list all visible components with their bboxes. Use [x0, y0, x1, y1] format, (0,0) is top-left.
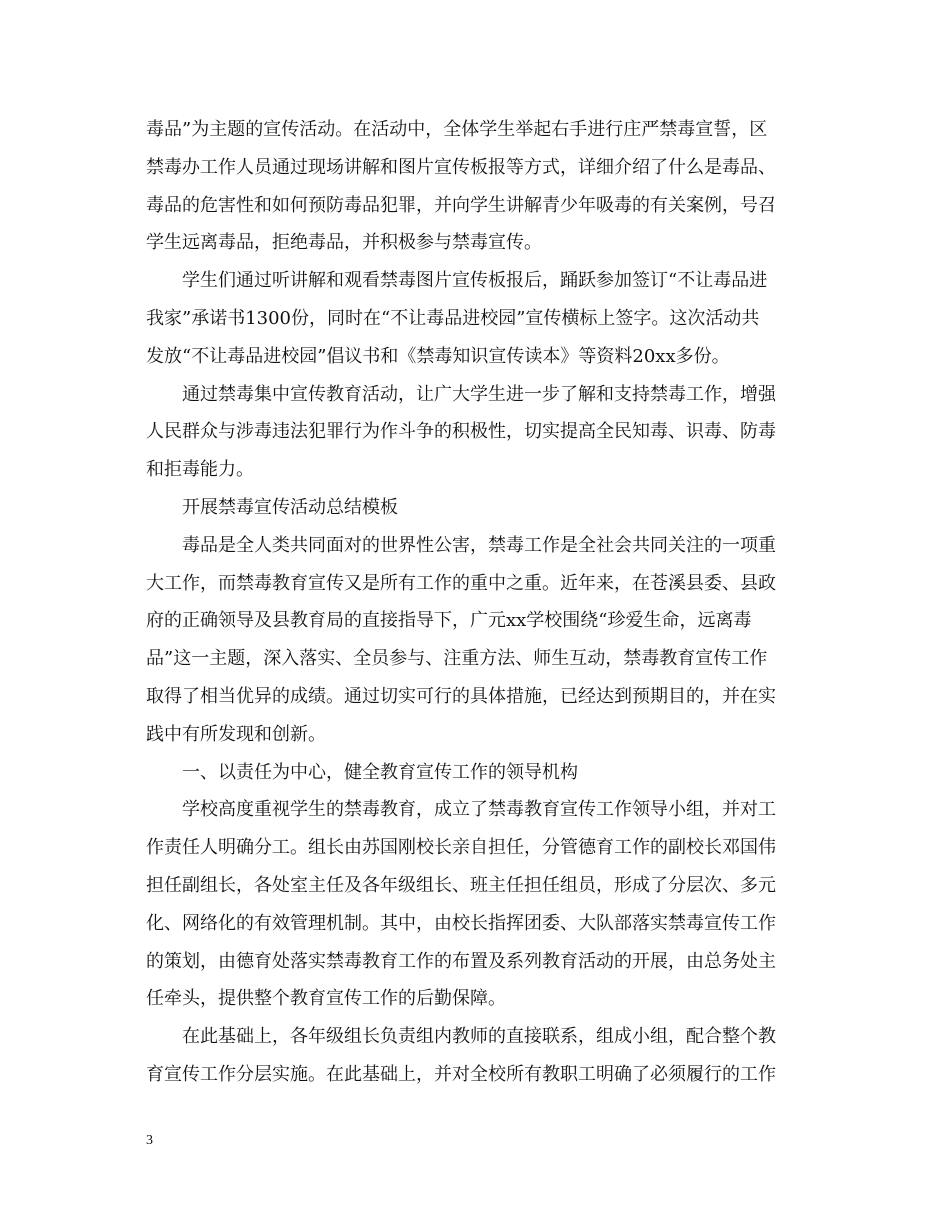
text-line: 和拒毒能力。 — [146, 459, 254, 481]
document-body — [146, 114, 806, 1097]
text-line: 发放“不让毒品进校园”倡议书和《禁毒知识宣传读本》等资料20xx多份。 — [146, 345, 730, 367]
text-line: 践中有所发现和创新。 — [146, 723, 326, 745]
text-line: 毒品”为主题的宣传活动。在活动中，全体学生举起右手进行庄严禁毒宣誓，区 — [146, 119, 768, 140]
section-heading: 一、以责任为中心，健全教育宣传工作的领导机构 — [182, 761, 578, 783]
text-line: 人民群众与涉毒违法犯罪行为作斗争的积极性，切实提高全民知毒、识毒、防毒 — [146, 421, 776, 443]
paragraph-start-line: 在此基础上，各年级组长负责组内教师的直接联系，组成小组，配合整个教 — [182, 1026, 776, 1048]
section-title: 开展禁毒宣传活动总结模板 — [182, 496, 398, 518]
text-line: 取得了相当优异的成绩。通过切实可行的具体措施，已经达到预期目的，并在实 — [146, 685, 776, 707]
text-line: 品”这一主题，深入落实、全员参与、注重方法、师生互动，禁毒教育宣传工作 — [146, 648, 768, 670]
text-line: 府的正确领导及县教育局的直接指导下，广元xx学校围绕“珍爱生命，远离毒 — [146, 610, 752, 632]
text-line: 担任副组长，各处室主任及各年级组长、班主任担任组员，形成了分层次、多元 — [146, 874, 776, 896]
text-line: 大工作，而禁毒教育宣传又是所有工作的重中之重。近年来，在苍溪县委、县政 — [146, 572, 776, 594]
text-line: 任牵头，提供整个教育宣传工作的后勤保障。 — [146, 988, 506, 1010]
paragraph-start-line: 通过禁毒集中宣传教育活动，让广大学生进一步了解和支持禁毒工作，增强 — [182, 383, 776, 405]
text-line: 禁毒办工作人员通过现场讲解和图片宣传板报等方式，详细介绍了什么是毒品、 — [146, 156, 776, 178]
page-number: 3 — [146, 1133, 153, 1148]
text-line: 作责任人明确分工。组长由苏国刚校长亲自担任，分管德育工作的副校长邓国伟 — [146, 837, 776, 859]
text-line: 化、网络化的有效管理机制。其中，由校长指挥团委、大队部落实禁毒宣传工作 — [146, 912, 776, 934]
text-line: 的策划，由德育处落实禁毒教育工作的布置及系列教育活动的开展，由总务处主 — [146, 950, 776, 972]
paragraph-start-line: 毒品是全人类共同面对的世界性公害，禁毒工作是全社会共同关注的一项重 — [182, 534, 776, 556]
text-line: 我家”承诺书1300份，同时在“不让毒品进校园”宣传横标上签字。这次活动共 — [146, 307, 760, 329]
paragraph-start-line: 学生们通过听讲解和观看禁毒图片宣传板报后，踊跃参加签订“不让毒品进 — [182, 270, 768, 292]
text-line: 毒品的危害性和如何预防毒品犯罪，并向学生讲解青少年吸毒的有关案例，号召 — [146, 194, 776, 216]
paragraph-start-line: 学校高度重视学生的禁毒教育，成立了禁毒教育宣传工作领导小组，并对工 — [182, 799, 776, 821]
text-line: 学生远离毒品，拒绝毒品，并积极参与禁毒宣传。 — [146, 232, 542, 254]
text-line: 育宣传工作分层实施。在此基础上，并对全校所有教职工明确了必须履行的工作 — [146, 1063, 776, 1085]
